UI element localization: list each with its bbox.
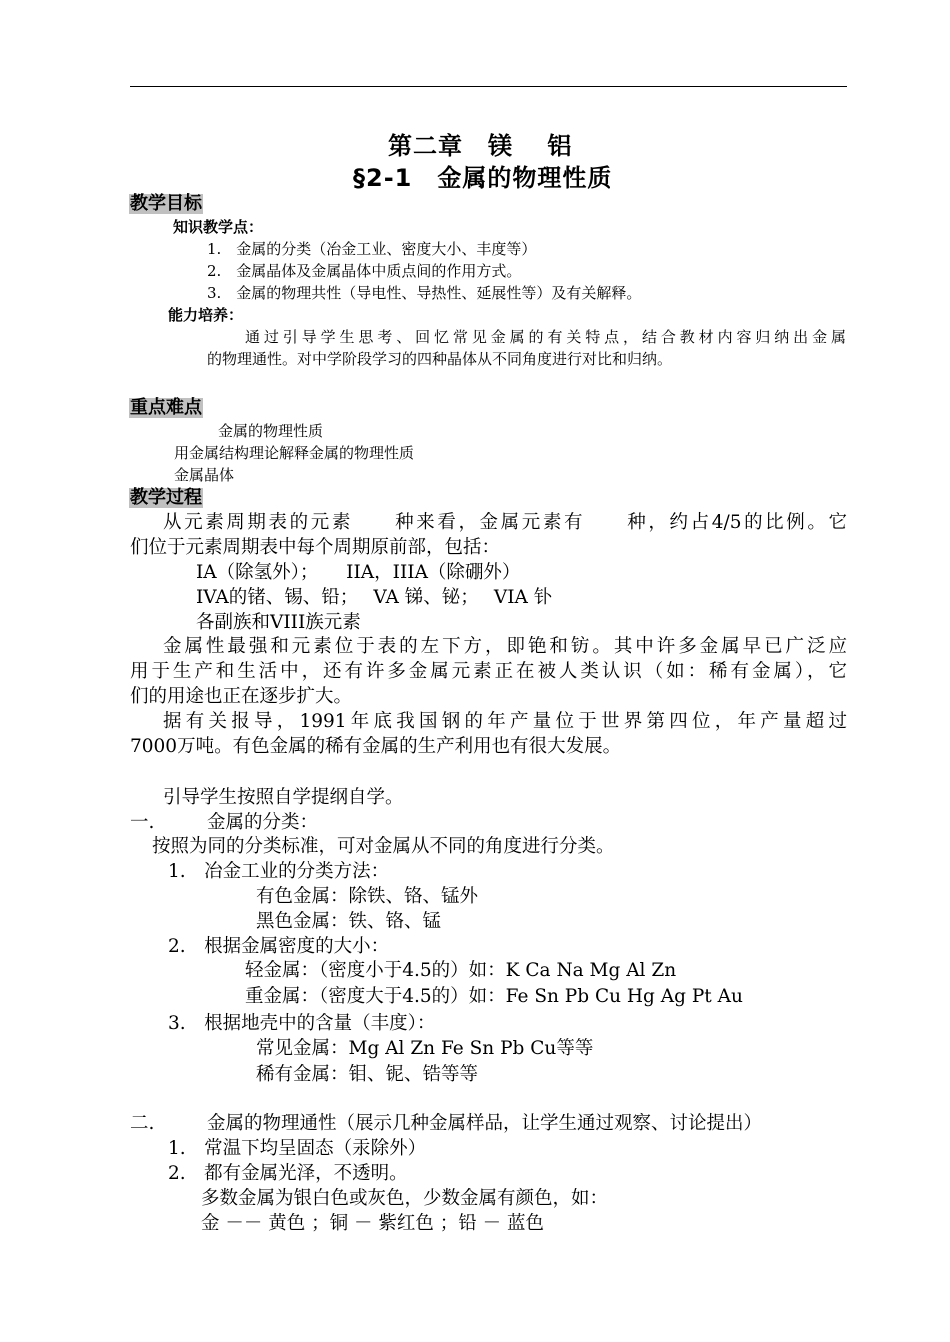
objectives-heading: 教学目标 bbox=[130, 193, 202, 214]
knowledge-item-1: 1. 金属的分类（冶金工业、密度大小、丰度等） bbox=[207, 240, 537, 258]
knowledge-item-2: 2. 金属晶体及金属晶体中质点间的作用方式。 bbox=[207, 262, 522, 280]
paragraph-2-line-1: 金属性最强和元素位于表的左下方，即铯和钫。其中许多金属早已广泛应 bbox=[163, 636, 847, 657]
classification-1: 1. 冶金工业的分类方法： bbox=[168, 861, 390, 882]
classification-3b: 稀有金属：钼、铌、锆等等 bbox=[256, 1064, 479, 1085]
knowledge-label: 知识教学点： bbox=[173, 218, 264, 236]
group-line-3: 各副族和VIII族元素 bbox=[196, 612, 361, 633]
ability-label: 能力培养： bbox=[168, 306, 244, 324]
guide-text: 引导学生按照自学提纲自学。 bbox=[163, 787, 404, 808]
classification-1a: 有色金属：除铁、铬、锰外 bbox=[256, 886, 479, 907]
group-line-1: IA（除氢外）； IIA，IIIA（除硼外） bbox=[196, 562, 521, 583]
classification-2b: 重金属：（密度大于4.5的）如：Fe Sn Pb Cu Hg Ag Pt Au bbox=[245, 986, 743, 1007]
property-2a: 多数金属为银白色或灰色，少数金属有颜色，如： bbox=[201, 1188, 609, 1209]
key-point-3: 金属晶体 bbox=[174, 466, 235, 484]
key-point-1: 金属的物理性质 bbox=[218, 422, 324, 440]
group-line-2: IVA的锗、锡、铅； VA 锑、铋； VIA 钋 bbox=[196, 587, 553, 608]
property-1: 1. 常温下均呈固态（汞除外） bbox=[168, 1138, 427, 1159]
paragraph-2-line-3: 们的用途也正在逐步扩大。 bbox=[130, 686, 353, 707]
classification-2a: 轻金属：（密度小于4.5的）如：K Ca Na Mg Al Zn bbox=[245, 960, 677, 981]
paragraph-3-line-1: 据有关报导，1991年底我国钢的年产量位于世界第四位，年产量超过 bbox=[163, 711, 847, 732]
section-2-number: 二. bbox=[130, 1113, 155, 1134]
paragraph-3-line-2: 7000万吨。有色金属的稀有金属的生产利用也有很大发展。 bbox=[130, 736, 622, 757]
section-2-title: 金属的物理通性（展示几种金属样品，让学生通过观察、讨论提出） bbox=[207, 1113, 763, 1134]
classification-3: 3. 根据地壳中的含量（丰度）： bbox=[168, 1013, 436, 1034]
section-1-number: 一. bbox=[130, 812, 155, 833]
header-rule bbox=[130, 86, 847, 87]
paragraph-2-line-2: 用于生产和生活中，还有许多金属元素正在被人类认识（如：稀有金属），它 bbox=[130, 661, 847, 682]
section-1-title: 金属的分类： bbox=[207, 812, 319, 833]
property-2: 2. 都有金属光泽，不透明。 bbox=[168, 1163, 408, 1184]
paragraph-1-line-1: 从元素周期表的元素 种来看，金属元素有 种，约占4/5的比例。它 bbox=[163, 512, 847, 533]
key-points-heading: 重点难点 bbox=[130, 397, 202, 418]
knowledge-item-3: 3. 金属的物理共性（导电性、导热性、延展性等）及有关解释。 bbox=[207, 284, 642, 302]
ability-text-line-2: 的物理通性。对中学阶段学习的四种晶体从不同角度进行对比和归纳。 bbox=[207, 350, 673, 368]
section-1-intro: 按照为同的分类标准，可对金属从不同的角度进行分类。 bbox=[152, 836, 615, 857]
ability-text-line-1: 通过引导学生思考、回忆常见金属的有关特点，结合教材内容归纳出金属 bbox=[245, 328, 846, 346]
classification-2: 2. 根据金属密度的大小： bbox=[168, 936, 390, 957]
classification-3a: 常见金属：Mg Al Zn Fe Sn Pb Cu等等 bbox=[256, 1038, 594, 1059]
property-2b: 金 －－ 黄色 ；铜 － 紫红色 ；铅 － 蓝色 bbox=[201, 1213, 545, 1234]
paragraph-1-line-2: 们位于元素周期表中每个周期原前部，包括： bbox=[130, 537, 501, 558]
chapter-title: 第二章 镁 铝 bbox=[388, 132, 573, 160]
process-heading: 教学过程 bbox=[130, 487, 202, 508]
key-point-2: 用金属结构理论解释金属的物理性质 bbox=[174, 444, 415, 462]
section-title: §2-1 金属的物理性质 bbox=[353, 164, 613, 192]
classification-1b: 黑色金属：铁、铬、锰 bbox=[256, 911, 442, 932]
